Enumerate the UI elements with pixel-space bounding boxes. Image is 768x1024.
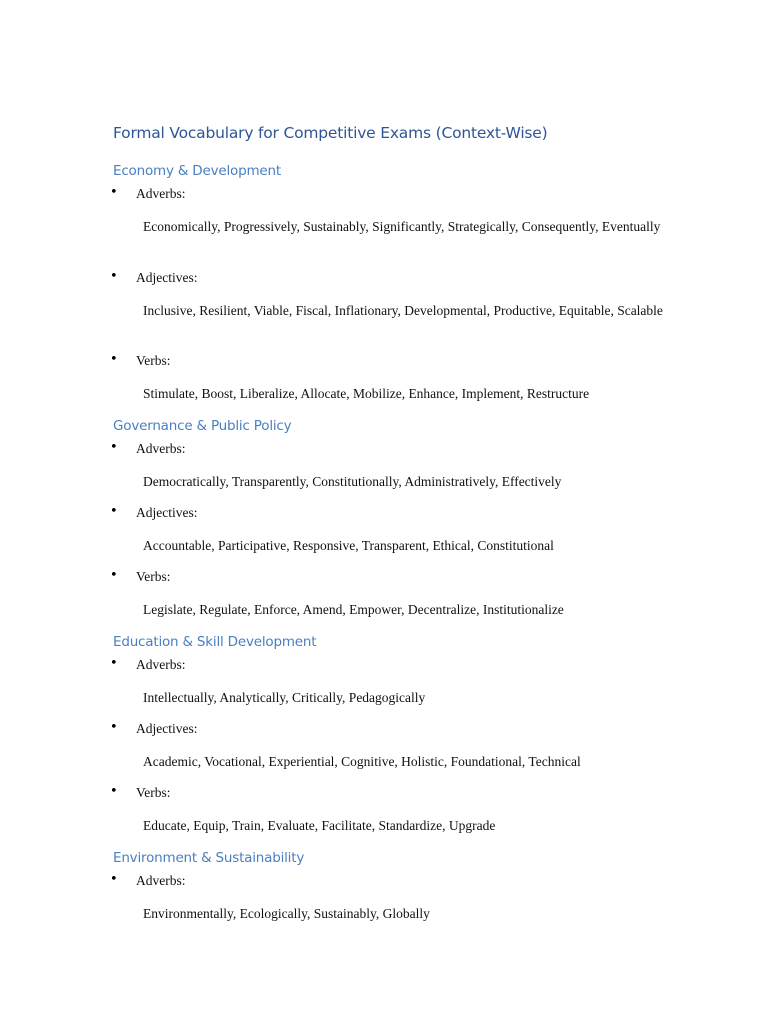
category-label: Adverbs: bbox=[136, 441, 186, 456]
word-list: Inclusive, Resilient, Viable, Fiscal, Inflationary, Developmental, Productive, Equitable, Scalable bbox=[143, 303, 663, 318]
bullet-icon: • bbox=[110, 352, 118, 367]
word-list: Environmentally, Ecologically, Sustainably, Globally bbox=[143, 906, 430, 921]
category-label: Verbs: bbox=[136, 353, 171, 368]
category-label: Adverbs: bbox=[136, 657, 186, 672]
word-list: Democratically, Transparently, Constitutionally, Administratively, Effectively bbox=[143, 474, 562, 489]
category-label: Adverbs: bbox=[136, 186, 186, 201]
category-label: Adjectives: bbox=[136, 721, 198, 736]
category-label: Verbs: bbox=[136, 569, 171, 584]
bullet-icon: • bbox=[110, 504, 118, 519]
word-list: Academic, Vocational, Experiential, Cognitive, Holistic, Foundational, Technical bbox=[143, 754, 581, 769]
word-list: Economically, Progressively, Sustainably, Significantly, Strategically, Consequently, Eventually bbox=[143, 219, 661, 234]
bullet-icon: • bbox=[110, 568, 118, 583]
category-label: Verbs: bbox=[136, 785, 171, 800]
category-label: Adverbs: bbox=[136, 873, 186, 888]
word-list: Accountable, Participative, Responsive, Transparent, Ethical, Constitutional bbox=[143, 538, 554, 553]
section-heading-economy: Economy & Development bbox=[113, 163, 281, 179]
word-list: Legislate, Regulate, Enforce, Amend, Empower, Decentralize, Institutionalize bbox=[143, 602, 564, 617]
bullet-icon: • bbox=[110, 185, 118, 200]
bullet-icon: • bbox=[110, 872, 118, 887]
document-title: Formal Vocabulary for Competitive Exams (Context-Wise) bbox=[113, 124, 548, 142]
bullet-icon: • bbox=[110, 440, 118, 455]
word-list: Educate, Equip, Train, Evaluate, Facilitate, Standardize, Upgrade bbox=[143, 818, 496, 833]
bullet-icon: • bbox=[110, 656, 118, 671]
bullet-icon: • bbox=[110, 784, 118, 799]
section-heading-education: Education & Skill Development bbox=[113, 634, 317, 650]
category-label: Adjectives: bbox=[136, 505, 198, 520]
bullet-icon: • bbox=[110, 269, 118, 284]
word-list: Intellectually, Analytically, Critically, Pedagogically bbox=[143, 690, 426, 705]
word-list: Stimulate, Boost, Liberalize, Allocate, Mobilize, Enhance, Implement, Restructure bbox=[143, 386, 590, 401]
category-label: Adjectives: bbox=[136, 270, 198, 285]
section-heading-environment: Environment & Sustainability bbox=[113, 850, 305, 866]
section-heading-governance: Governance & Public Policy bbox=[113, 418, 292, 434]
bullet-icon: • bbox=[110, 720, 118, 735]
